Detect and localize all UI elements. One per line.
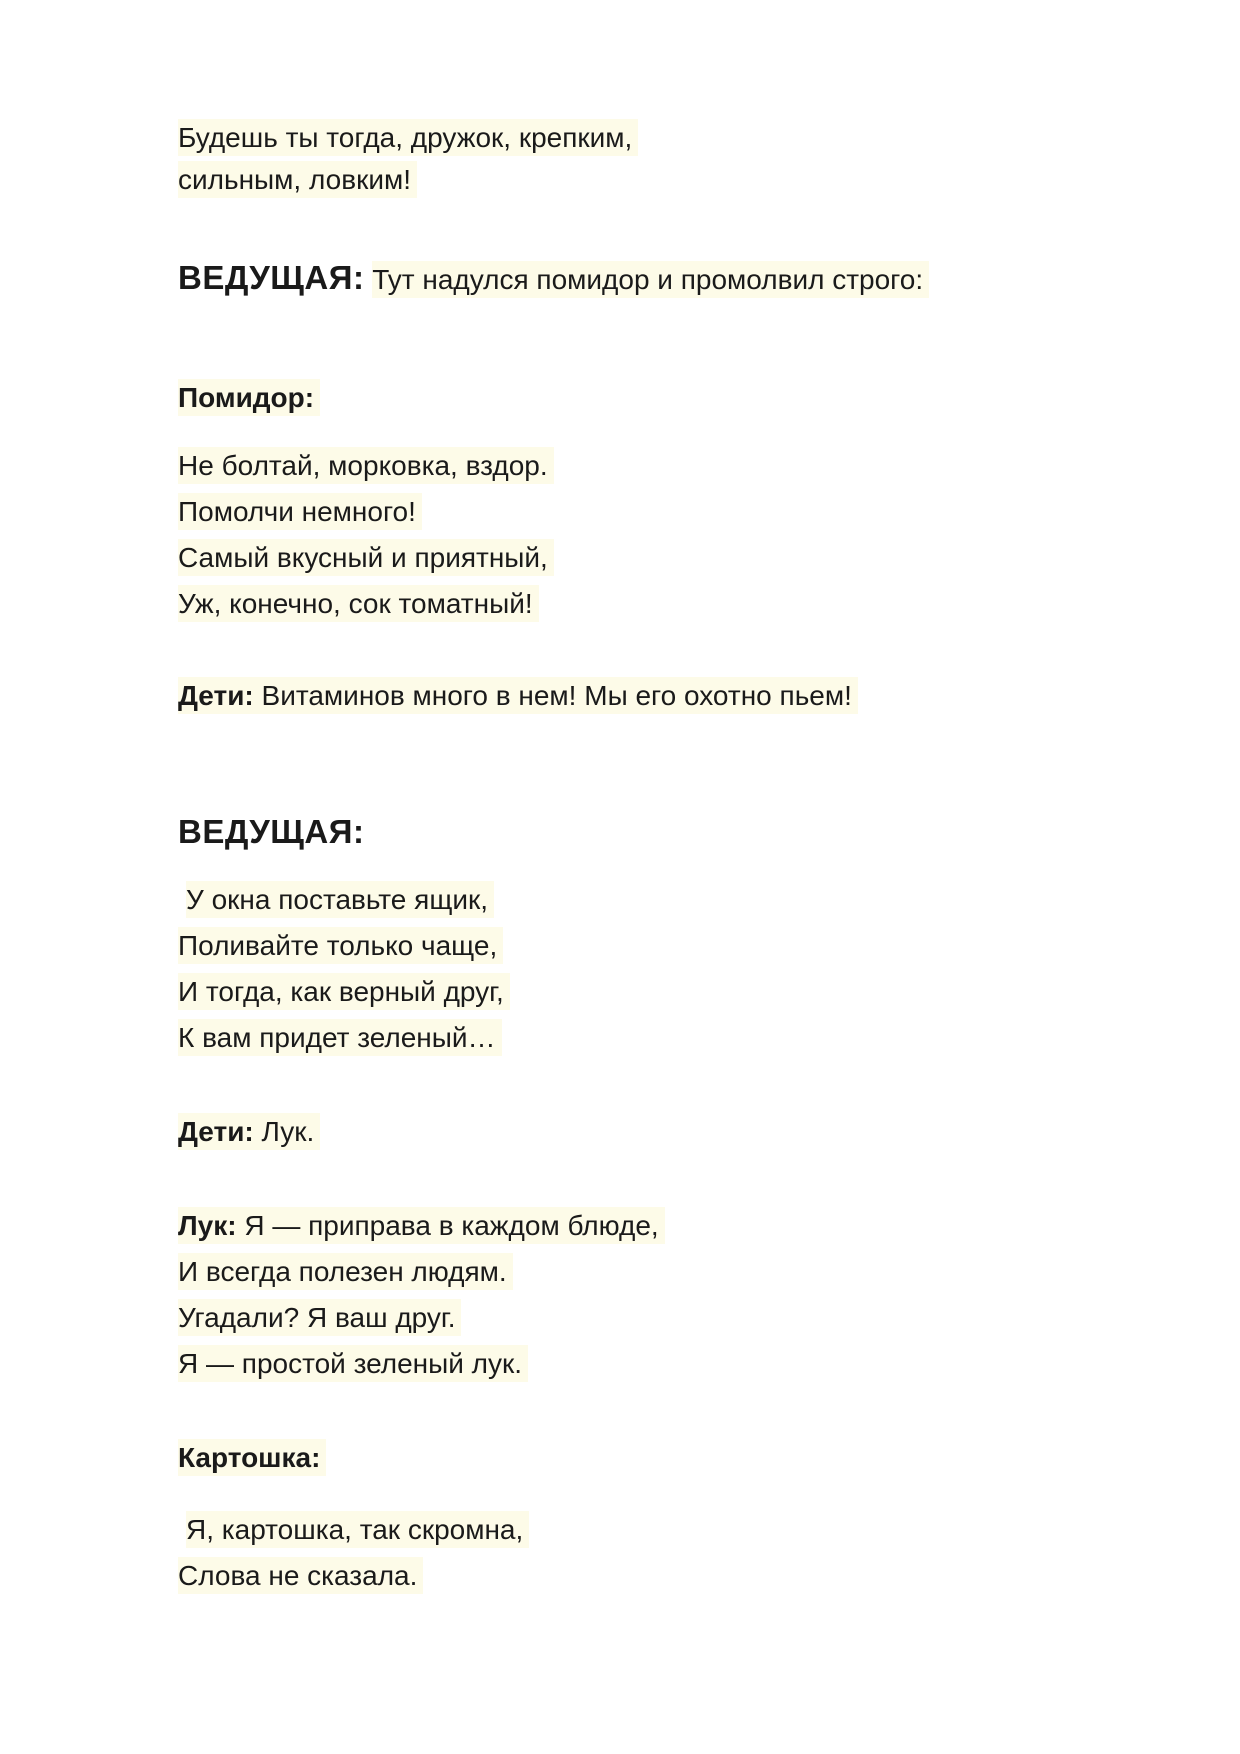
text-line <box>178 1510 529 1556</box>
verse-text: Я — простой зеленый лук. <box>178 1345 528 1382</box>
children-line <box>178 1112 320 1158</box>
verse-text: И всегда полезен людям. <box>178 1253 513 1290</box>
speaker-heading <box>178 378 320 424</box>
speaker-label-host: ВЕДУЩАЯ: <box>178 813 365 850</box>
verse-text: Я — приправа в каждом блюде, <box>244 1210 659 1241</box>
verse-text: Витаминов много в нем! Мы его охотно пьем! <box>261 680 852 711</box>
text-line <box>178 926 503 972</box>
onion-line <box>178 1206 665 1252</box>
text-line <box>178 1556 423 1602</box>
text-line <box>178 446 554 492</box>
text-line <box>178 538 554 584</box>
speaker-label-tomato: Помидор: <box>178 379 320 416</box>
verse-text: Тут надулся помидор и промолвил строго: <box>372 261 929 298</box>
text-line <box>178 118 638 164</box>
text-line <box>178 584 539 630</box>
text-line <box>178 880 494 926</box>
verse-text: У окна поставьте ящик, <box>186 881 494 918</box>
text-line <box>178 1252 513 1298</box>
verse-text: Не болтай, морковка, вздор. <box>178 447 554 484</box>
speaker-label-host: ВЕДУЩАЯ: <box>178 259 365 296</box>
verse-text: Поливайте только чаще, <box>178 927 503 964</box>
text-line <box>178 160 417 206</box>
speaker-label-children: Дети: <box>178 1116 254 1147</box>
verse-text: Будешь ты тогда, дружок, крепким, <box>178 119 638 156</box>
text-line <box>178 492 422 538</box>
speaker-heading <box>178 1438 326 1484</box>
verse-text: Слова не сказала. <box>178 1557 423 1594</box>
verse-text: Лук. <box>261 1116 315 1147</box>
verse-text: И тогда, как верный друг, <box>178 973 510 1010</box>
text-line <box>178 1018 502 1064</box>
speaker-label-potato: Картошка: <box>178 1439 326 1476</box>
verse-text: Самый вкусный и приятный, <box>178 539 554 576</box>
verse-text: К вам придет зеленый… <box>178 1019 502 1056</box>
text-line <box>178 1298 461 1344</box>
verse-text: сильным, ловким! <box>178 161 417 198</box>
speaker-heading <box>178 812 364 858</box>
text-line <box>178 972 510 1018</box>
speaker-label-onion: Лук: <box>178 1210 237 1241</box>
host-line <box>178 258 929 304</box>
speaker-label-children: Дети: <box>178 680 254 711</box>
children-line <box>178 676 858 722</box>
text-line <box>178 1344 528 1390</box>
verse-text: Уж, конечно, сок томатный! <box>178 585 539 622</box>
verse-text: Угадали? Я ваш друг. <box>178 1299 461 1336</box>
verse-text: Я, картошка, так скромна, <box>186 1511 529 1548</box>
verse-text: Помолчи немного! <box>178 493 422 530</box>
